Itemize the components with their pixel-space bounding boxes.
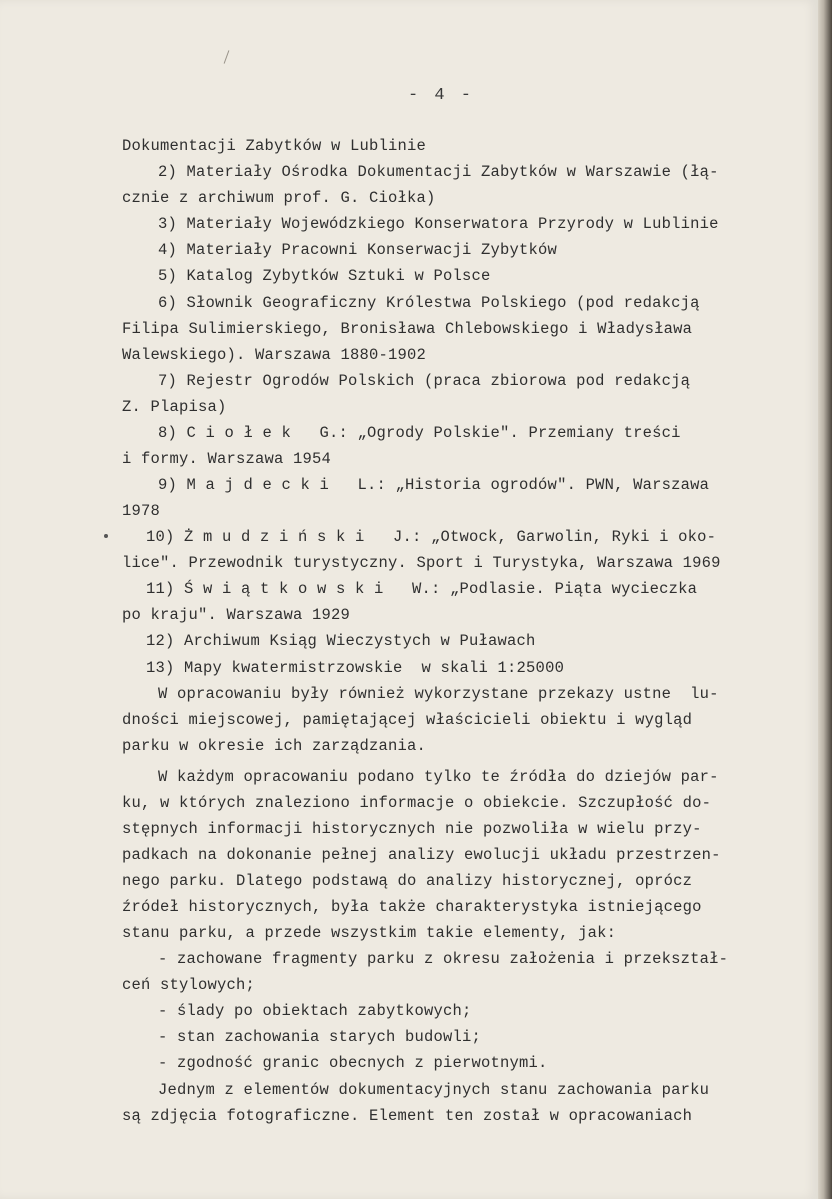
text-line: 13) Mapy kwatermistrzowskie w skali 1:25000 (146, 659, 565, 677)
text-line: stępnych informacji historycznych nie pozwoliła w wielu przy- (122, 820, 702, 838)
text-line: parku w okresie ich zarządzania. (122, 737, 427, 755)
text-line: Z. Plapisa) (122, 398, 227, 416)
page-number: - 4 - (408, 86, 475, 105)
text-line: - zgodność granic obecnych z pierwotnymi. (158, 1054, 548, 1072)
text-line: 10) Ż m u d z i ń s k i J.: „Otwock, Garwolin, Ryki i oko- (146, 528, 717, 546)
margin-dot (104, 534, 108, 538)
text-line: Dokumentacji Zabytków w Lublinie (122, 137, 427, 155)
text-line: 8) C i o ł e k G.: „Ogrody Polskie". Przemiany treści (158, 424, 681, 442)
text-line: nego parku. Dlatego podstawą do analizy historycznej, oprócz (122, 872, 693, 890)
text-line: cznie z archiwum prof. G. Ciołka) (122, 189, 436, 207)
text-line: W opracowaniu były również wykorzystane przekazy ustne lu- (158, 685, 719, 703)
text-line: 2) Materiały Ośrodka Dokumentacji Zabytków w Warszawie (łą- (158, 163, 719, 181)
text-line: - stan zachowania starych budowli; (158, 1028, 482, 1046)
text-line: Walewskiego). Warszawa 1880-1902 (122, 346, 427, 364)
text-line: dności miejscowej, pamiętającej właścicieli obiektu i wygląd (122, 711, 693, 729)
text-line: są zdjęcia fotograficzne. Element ten został w opracowaniach (122, 1107, 693, 1125)
text-line: ceń stylowych; (122, 976, 256, 994)
page-edge (818, 0, 832, 1199)
text-line: 1978 (122, 502, 161, 520)
text-line: 12) Archiwum Ksiąg Wieczystych w Puławach (146, 632, 536, 650)
text-line: padkach na dokonanie pełnej analizy ewolucji układu przestrzen- (122, 846, 721, 864)
text-line: 5) Katalog Zybytków Sztuki w Polsce (158, 267, 491, 285)
text-line: - zachowane fragmenty parku z okresu założenia i przekształ- (158, 950, 729, 968)
text-line: stanu parku, a przede wszystkim takie elementy, jak: (122, 924, 617, 942)
text-line: - ślady po obiektach zabytkowych; (158, 1002, 472, 1020)
text-line: 9) M a j d e c k i L.: „Historia ogrodów". PWN, Warszawa (158, 476, 710, 494)
text-line: Filipa Sulimierskiego, Bronisława Chlebowskiego i Władysława (122, 320, 693, 338)
text-line: po kraju". Warszawa 1929 (122, 606, 351, 624)
text-line: i formy. Warszawa 1954 (122, 450, 332, 468)
text-line: 3) Materiały Wojewódzkiego Konserwatora Przyrody w Lublinie (158, 215, 719, 233)
pencil-mark (224, 50, 230, 63)
text-line: 11) Ś w i ą t k o w s k i W.: „Podlasie. Piąta wycieczka (146, 580, 698, 598)
text-line: 7) Rejestr Ogrodów Polskich (praca zbiorowa pod redakcją (158, 372, 691, 390)
text-line: Jednym z elementów dokumentacyjnych stanu zachowania parku (158, 1081, 710, 1099)
text-line: W każdym opracowaniu podano tylko te źródła do dziejów par- (158, 768, 719, 786)
text-line: lice". Przewodnik turystyczny. Sport i Turystyka, Warszawa 1969 (122, 554, 721, 572)
text-line: źródeł historycznych, była także charakterystyka istniejącego (122, 898, 702, 916)
text-line: ku, w których znaleziono informacje o obiekcie. Szczupłość do- (122, 794, 712, 812)
text-line: 4) Materiały Pracowni Konserwacji Zybytków (158, 241, 558, 259)
text-line: 6) Słownik Geograficzny Królestwa Polskiego (pod redakcją (158, 294, 700, 312)
